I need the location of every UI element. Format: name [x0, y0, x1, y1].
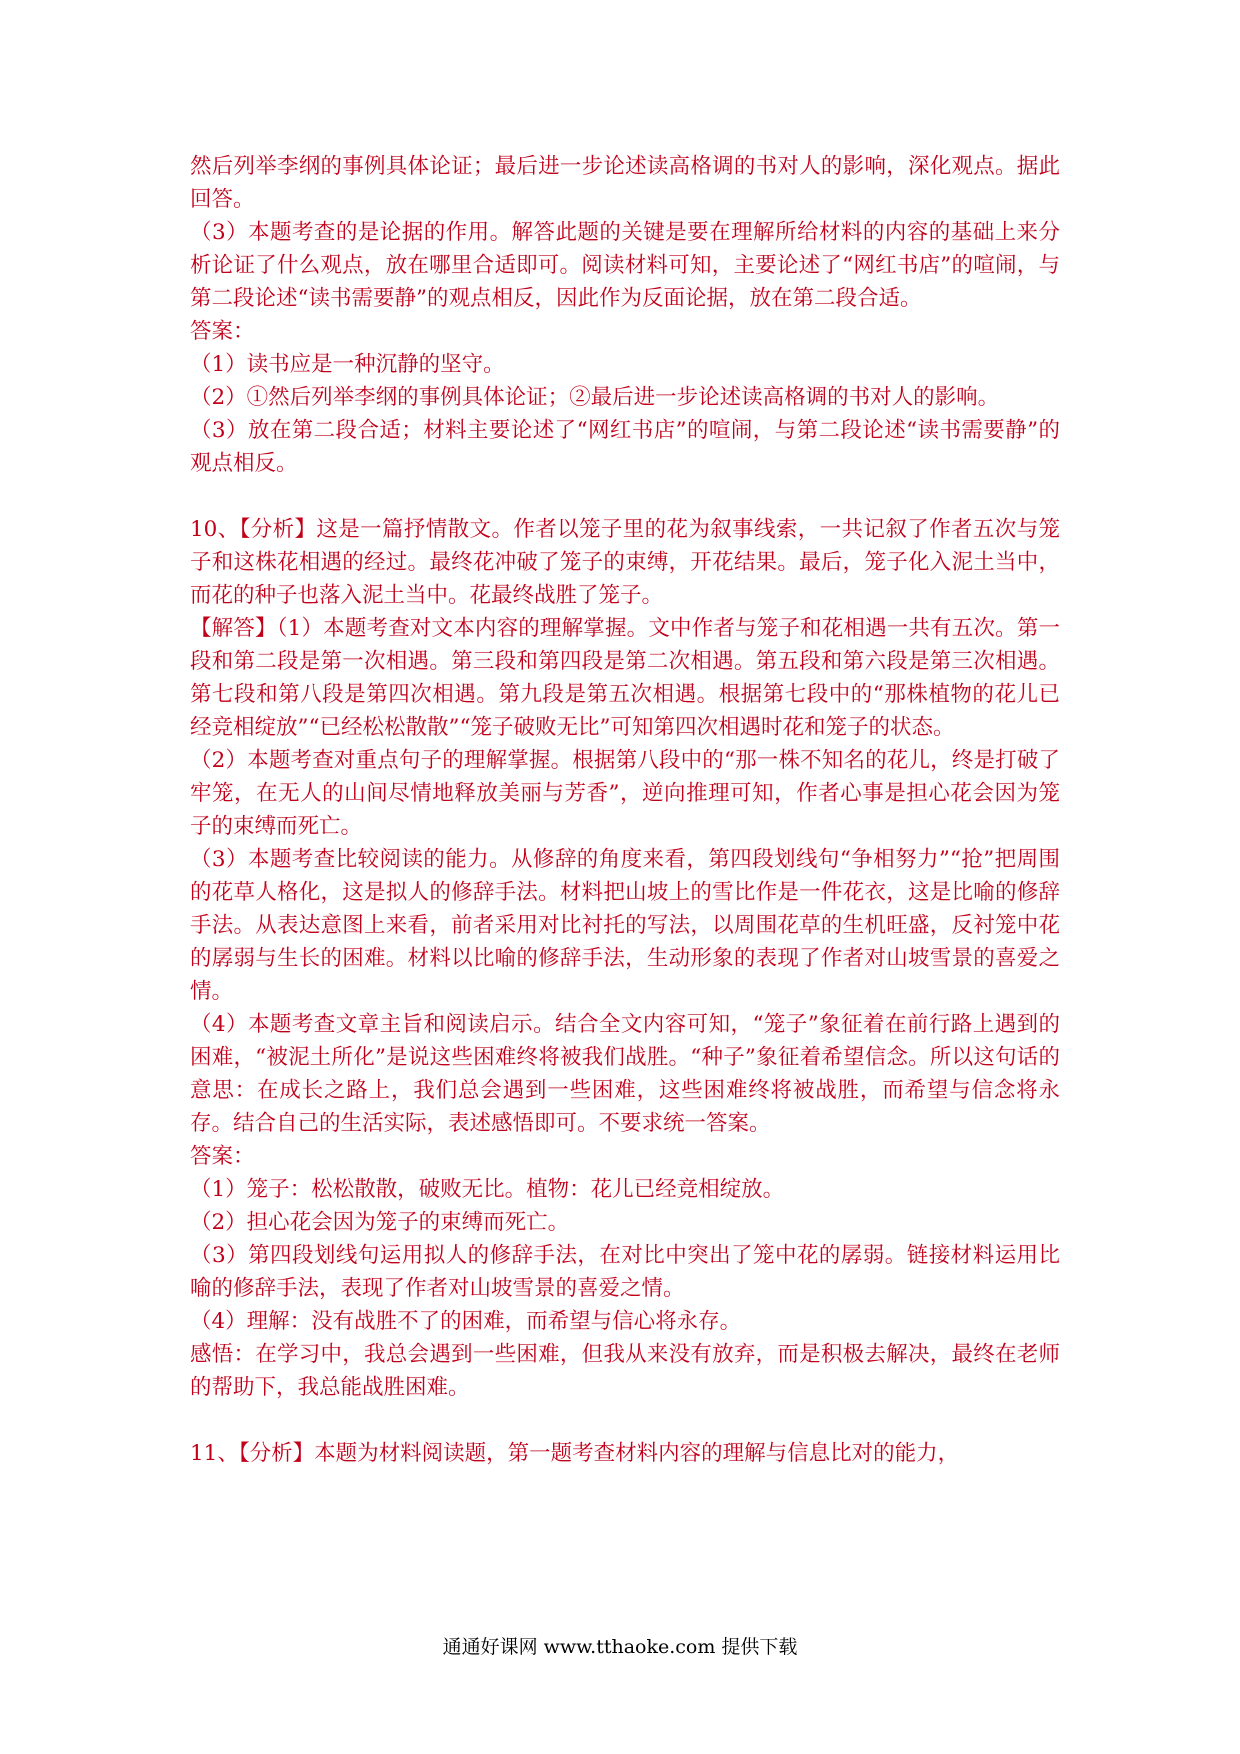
answer-heading: 答案：: [190, 319, 255, 344]
paragraph: 10、【分析】这是一篇抒情散文。作者以笼子里的花为叙事线索，一共记叙了作者五次与笼子和这株花相遇的经过。最终花冲破了笼子的束缚，开花结果。最后，笼子化入泥土当中，而花的种子也落入泥土当中。花最终战胜了笼子。: [190, 517, 1060, 608]
answer-item: （3）第四段划线句运用拟人的修辞手法，在对比中突出了笼中花的孱弱。链接材料运用比喻的修辞手法，表现了作者对山坡雪景的喜爱之情。: [190, 1243, 1060, 1301]
paragraph: 11、【分析】本题为材料阅读题，第一题考查材料内容的理解与信息比对的能力，: [190, 1441, 960, 1466]
answer-item: （2）①然后列举李纲的事例具体论证；②最后进一步论述读高格调的书对人的影响。: [190, 385, 1000, 410]
section-question-11: [190, 1437, 1060, 1470]
answer-heading: 答案：: [190, 1144, 255, 1169]
paragraph: 然后列举李纲的事例具体论证；最后进一步论述读高格调的书对人的影响，深化观点。据此回答。: [190, 154, 1060, 212]
paragraph: （4）本题考查文章主旨和阅读启示。结合全文内容可知，“笼子”象征着在前行路上遇到的困难，“被泥土所化”是说这些困难终将被我们战胜。“种子”象征着希望信念。所以这句话的意思：在成长之路上，我们总会遇到一些困难，这些困难终将被战胜，而希望与信念将永存。结合自己的生活实际，表述感悟即可。不要求统一答案。: [190, 1012, 1060, 1136]
paragraph: 【解答】（1）本题考查对文本内容的理解掌握。文中作者与笼子和花相遇一共有五次。第一段和第二段是第一次相遇。第三段和第四段是第二次相遇。第五段和第六段是第三次相遇。第七段和第八段是第四次相遇。第九段是第五次相遇。根据第七段中的“那株植物的花儿已经竞相绽放”“已经松松散散”“笼子破败无比”可知第四次相遇时花和笼子的状态。: [190, 616, 1060, 740]
section-prev-answers: [190, 150, 1060, 480]
paragraph: （3）本题考查比较阅读的能力。从修辞的角度来看，第四段划线句“争相努力”“抢”把周围的花草人格化，这是拟人的修辞手法。材料把山坡上的雪比作是一件花衣，这是比喻的修辞手法。从表达意图上来看，前者采用对比衬托的写法，以周围花草的生机旺盛，反衬笼中花的孱弱与生长的困难。材料以比喻的修辞手法，生动形象的表现了作者对山坡雪景的喜爱之情。: [190, 847, 1060, 1004]
paragraph: （2）本题考查对重点句子的理解掌握。根据第八段中的“那一株不知名的花儿，终是打破了牢笼，在无人的山间尽情地释放美丽与芳香”，逆向推理可知，作者心事是担心花会因为笼子的束缚而死亡。: [190, 748, 1060, 839]
section-question-10: [190, 513, 1060, 1404]
paragraph: （3）本题考查的是论据的作用。解答此题的关键是要在理解所给材料的内容的基础上来分析论证了什么观点，放在哪里合适即可。阅读材料可知，主要论述了“网红书店”的喧闹，与第二段论述“读书需要静”的观点相反，因此作为反面论据，放在第二段合适。: [190, 220, 1060, 311]
spacer: [190, 1404, 1060, 1437]
answer-item: （2）担心花会因为笼子的束缚而死亡。: [190, 1210, 570, 1235]
answer-item: （1）笼子：松松散散，破败无比。植物：花儿已经竞相绽放。: [190, 1177, 785, 1202]
answer-item: （4）理解：没有战胜不了的困难，而希望与信心将永存。: [190, 1309, 742, 1334]
spacer: [190, 480, 1060, 513]
document-body: [190, 150, 1060, 1470]
answer-item: （1）读书应是一种沉静的坚守。: [190, 352, 505, 377]
answer-item: 感悟：在学习中，我总会遇到一些困难，但我从来没有放弃，而是积极去解决，最终在老师的帮助下，我总能战胜困难。: [190, 1342, 1060, 1400]
answer-item: （3）放在第二段合适；材料主要论述了“网红书店”的喧闹，与第二段论述“读书需要静”的观点相反。: [190, 418, 1060, 476]
page-footer: 通通好课网 www.tthaoke.com 提供下载: [442, 1636, 798, 1658]
